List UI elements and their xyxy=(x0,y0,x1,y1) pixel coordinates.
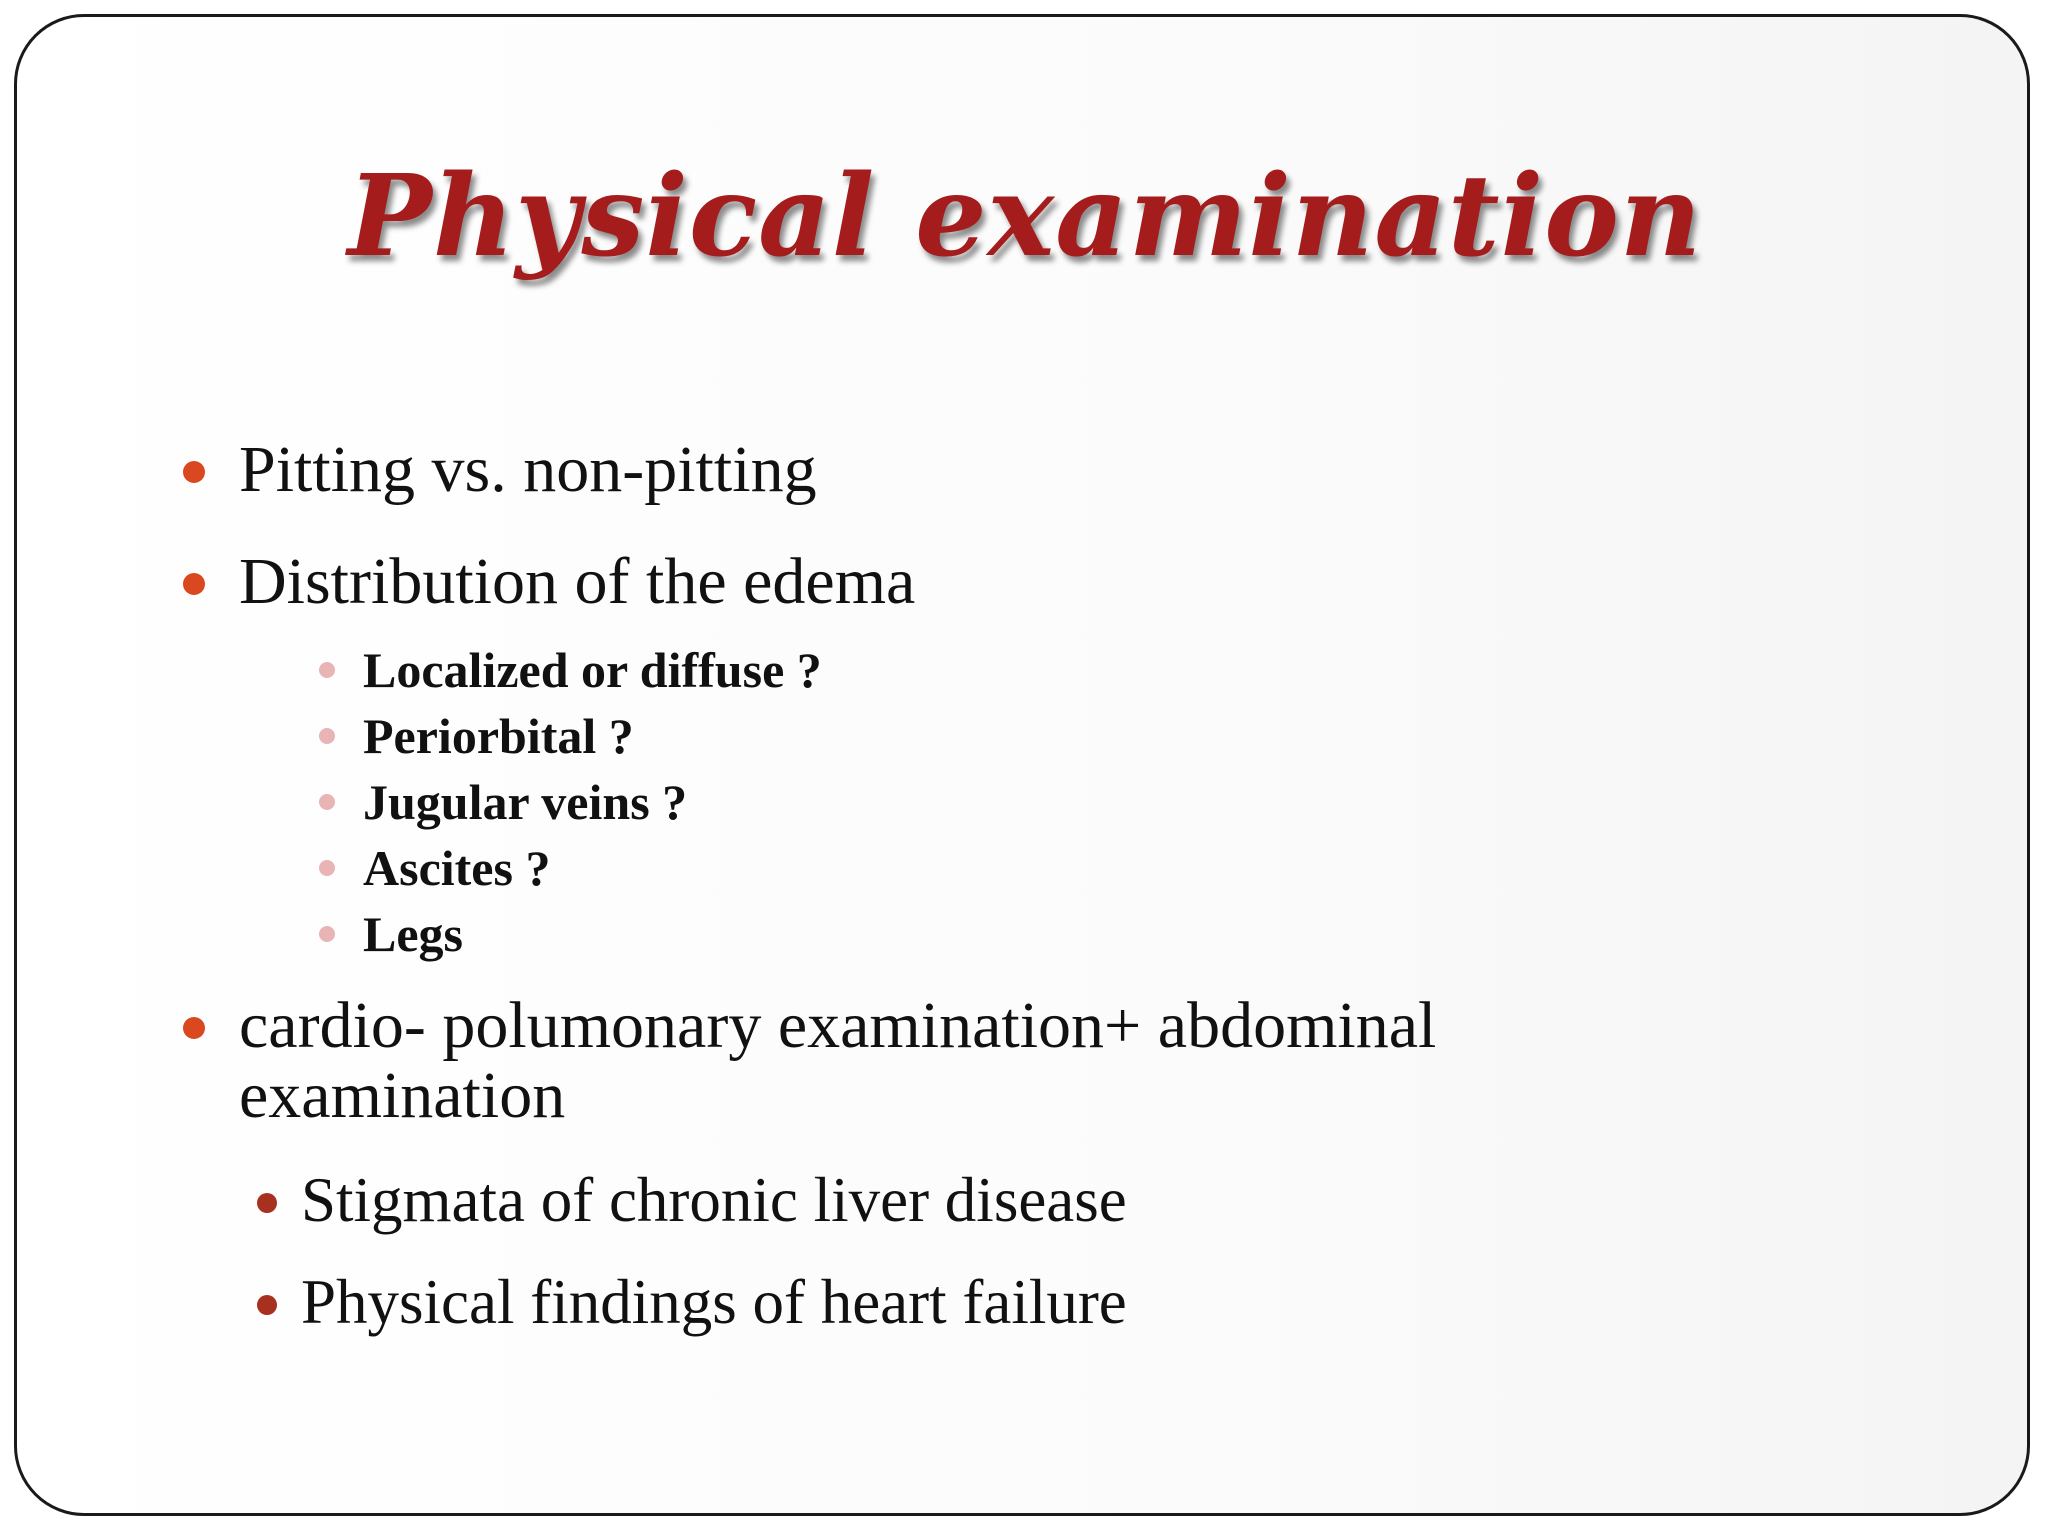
sub-bullet-dot-icon xyxy=(319,860,335,876)
sub-bullet-dot-icon xyxy=(319,662,335,678)
sub-bullet-dot-icon xyxy=(319,794,335,810)
sub-bullet-text: Physical findings of heart failure xyxy=(301,1267,1127,1337)
sub-bullet-text: Ascites ? xyxy=(363,840,551,896)
sub-bullet-item xyxy=(301,1165,1127,1235)
sub-bullet-item xyxy=(363,835,550,901)
sub-bullet-dot-icon xyxy=(257,1193,277,1213)
sub-bullet-dot-icon xyxy=(319,926,335,942)
sub-bullet-text: Stigmata of chronic liver disease xyxy=(301,1165,1127,1235)
sub-bullet-item xyxy=(301,1267,1127,1337)
sub-bullet-text: Periorbital ? xyxy=(363,708,634,764)
bullet-text-line2: examination xyxy=(239,1059,566,1132)
sub-bullet-item xyxy=(363,769,687,835)
bullet-item xyxy=(239,547,915,617)
sub-bullet-item xyxy=(363,637,822,703)
bullet-text: Distribution of the edema xyxy=(239,545,916,618)
bullet-dot-icon xyxy=(183,461,205,483)
sub-bullet-dot-icon xyxy=(257,1295,277,1315)
sub-bullet-dot-icon xyxy=(319,728,335,744)
sub-bullet-text: Jugular veins ? xyxy=(363,774,688,830)
bullet-dot-icon xyxy=(183,573,205,595)
sub-bullet-item xyxy=(363,703,634,769)
bullet-dot-icon xyxy=(183,1017,205,1039)
slide-title: Physical examination xyxy=(347,151,1703,282)
sub-bullet-item xyxy=(363,901,463,967)
bullet-item xyxy=(239,991,1436,1131)
sub-bullet-text: Localized or diffuse ? xyxy=(363,642,822,698)
bullet-text-line1: cardio- polumonary examination+ abdominal xyxy=(239,989,1437,1062)
slide xyxy=(14,14,2030,1516)
bullet-text: Pitting vs. non-pitting xyxy=(239,433,817,506)
bullet-item xyxy=(239,435,817,505)
sub-bullet-text: Legs xyxy=(363,906,463,962)
